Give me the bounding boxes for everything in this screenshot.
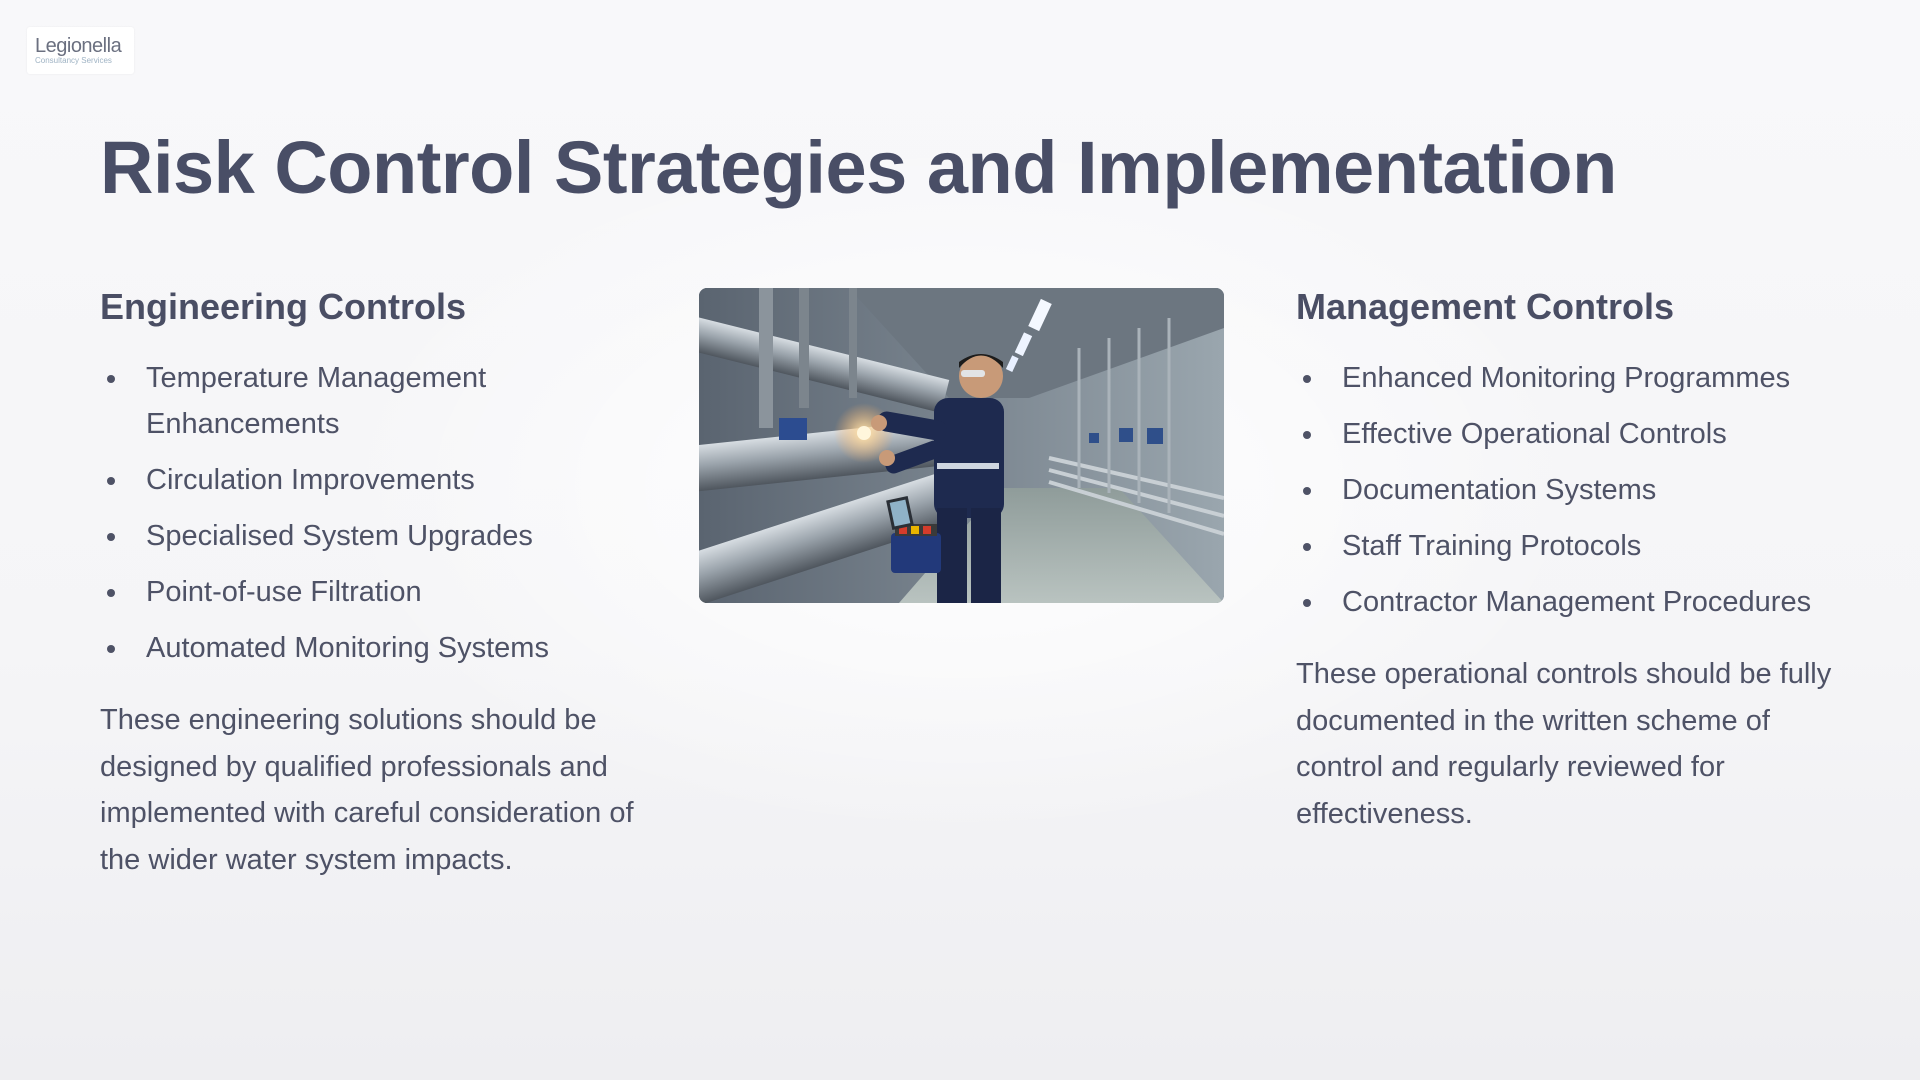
list-item: Contractor Management Procedures bbox=[1296, 579, 1856, 625]
list-item: Point-of-use Filtration bbox=[100, 569, 640, 615]
company-logo bbox=[27, 27, 134, 74]
page-title: Risk Control Strategies and Implementation bbox=[100, 126, 1617, 209]
list-item: Specialised System Upgrades bbox=[100, 513, 640, 559]
engineering-controls-heading: Engineering Controls bbox=[100, 286, 467, 327]
list-item: Automated Monitoring Systems bbox=[100, 625, 640, 671]
logo-name: Legionella bbox=[35, 34, 122, 57]
management-controls-column bbox=[1296, 283, 1856, 837]
engineering-controls-column bbox=[100, 283, 640, 883]
list-item: Circulation Improvements bbox=[100, 457, 640, 503]
list-item: Temperature Management Enhancements bbox=[100, 355, 640, 447]
management-controls-list bbox=[1296, 355, 1856, 625]
management-controls-heading: Management Controls bbox=[1296, 286, 1675, 327]
logo-tagline: Consultancy Services bbox=[35, 55, 112, 65]
list-item: Staff Training Protocols bbox=[1296, 523, 1856, 569]
technician-inspecting-pipes-photo bbox=[699, 288, 1224, 603]
list-item: Documentation Systems bbox=[1296, 467, 1856, 513]
list-item: Enhanced Monitoring Programmes bbox=[1296, 355, 1856, 401]
management-controls-summary: These operational controls should be fully documented in the written scheme of control and regularly reviewed for effectiveness. bbox=[1296, 658, 1832, 830]
list-item: Effective Operational Controls bbox=[1296, 411, 1856, 457]
engineering-controls-list bbox=[100, 355, 640, 671]
engineering-controls-summary: These engineering solutions should be designed by qualified professionals and implemented with careful consideration of the wider water system impacts. bbox=[100, 704, 634, 876]
